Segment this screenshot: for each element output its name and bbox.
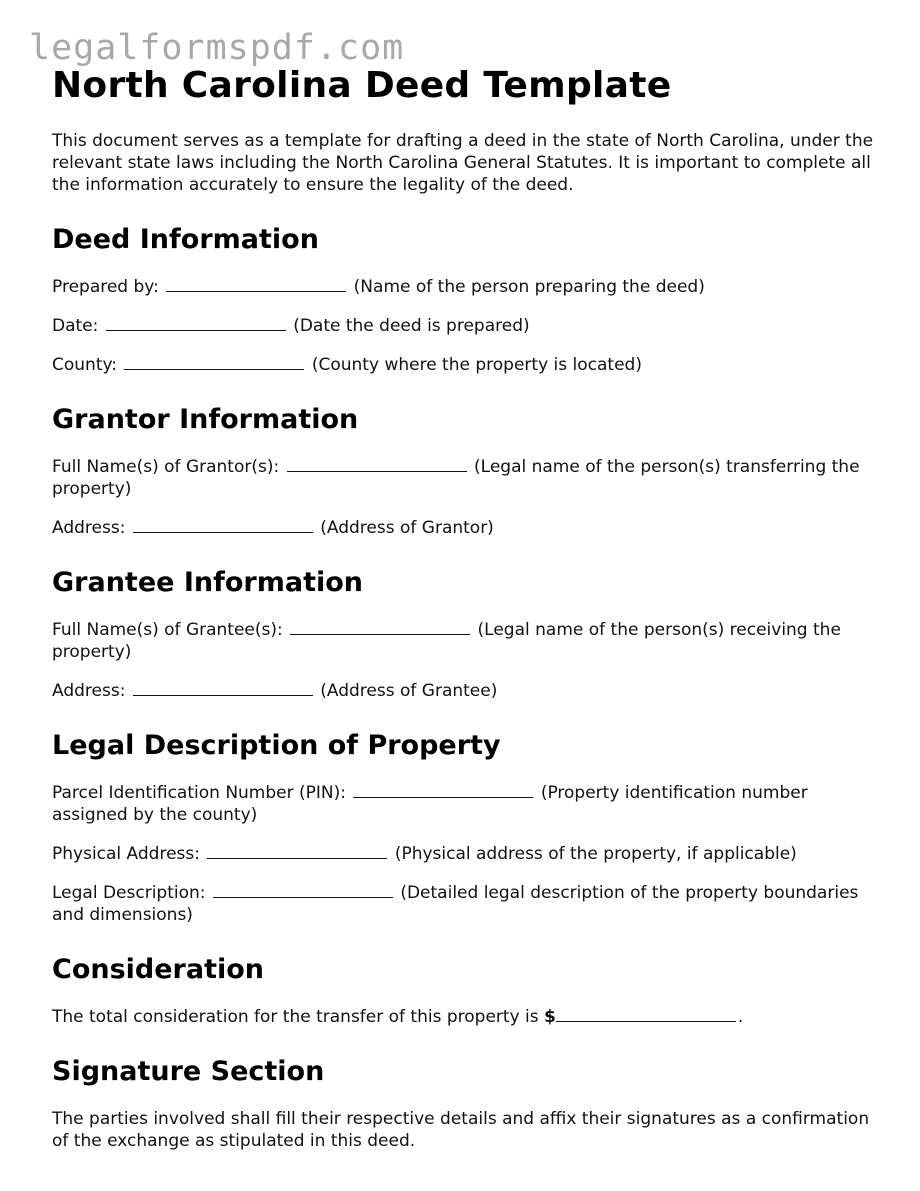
field-hint: (Detailed legal description of the property boundaries and dimensions)	[52, 883, 859, 925]
field-hint: (Legal name of the person(s) transferring the property)	[52, 457, 860, 499]
field-grantee-address	[52, 680, 882, 702]
field-label: Full Name(s) of Grantee(s):	[52, 620, 283, 640]
field-prepared-by	[52, 276, 882, 298]
field-hint: (Date the deed is prepared)	[293, 316, 530, 336]
consideration-amount-blank[interactable]	[556, 1007, 736, 1022]
field-label: Address:	[52, 518, 126, 538]
field-label: County:	[52, 355, 118, 375]
field-grantor-address	[52, 517, 882, 539]
field-hint: (Name of the person preparing the deed)	[353, 277, 705, 297]
consideration-text: The total consideration for the transfer of this property is	[52, 1007, 539, 1027]
field-label: Parcel Identification Number (PIN):	[52, 783, 346, 803]
dollar-sign: $	[544, 1007, 556, 1027]
physical-address-blank[interactable]	[207, 844, 387, 859]
page-title: North Carolina Deed Template	[52, 65, 672, 106]
field-pin	[52, 782, 882, 826]
signature-paragraph: The parties involved shall fill their respective details and affix their signatures as a confirmation of the exchange as stipulated in this deed.	[52, 1109, 870, 1151]
field-label: Physical Address:	[52, 844, 200, 864]
deed-document	[52, 62, 882, 1152]
field-label: Full Name(s) of Grantor(s):	[52, 457, 280, 477]
grantor-address-blank[interactable]	[133, 518, 313, 533]
field-hint: (Physical address of the property, if applicable)	[394, 844, 797, 864]
county-blank[interactable]	[124, 355, 304, 370]
field-label: Legal Description:	[52, 883, 206, 903]
field-consideration	[52, 1006, 882, 1028]
section-heading-legal-description: Legal Description of Property	[52, 730, 501, 761]
watermark-logo: legalformspdf.com	[29, 28, 405, 68]
section-heading-deed-information: Deed Information	[52, 224, 319, 255]
legal-description-blank[interactable]	[213, 883, 393, 898]
field-hint: (Legal name of the person(s) receiving the property)	[52, 620, 841, 662]
section-heading-consideration: Consideration	[52, 954, 265, 985]
pin-blank[interactable]	[353, 783, 533, 798]
date-blank[interactable]	[106, 316, 286, 331]
field-hint: (Address of Grantor)	[320, 518, 494, 538]
field-hint: (Address of Grantee)	[320, 681, 498, 701]
section-heading-grantee-information: Grantee Information	[52, 567, 364, 598]
intro-paragraph: This document serves as a template for drafting a deed in the state of North Carolina, under the relevant state laws including the North Carolina General Statutes. It is important to complete all the information accurately to ensure the legality of the deed.	[52, 131, 874, 195]
field-legal-description	[52, 882, 882, 926]
section-heading-grantor-information: Grantor Information	[52, 404, 359, 435]
field-physical-address	[52, 843, 882, 865]
prepared-by-blank[interactable]	[166, 277, 346, 292]
period: .	[737, 1007, 744, 1027]
grantee-address-blank[interactable]	[133, 681, 313, 696]
grantor-name-blank[interactable]	[287, 457, 467, 472]
field-label: Address:	[52, 681, 126, 701]
field-hint: (County where the property is located)	[311, 355, 642, 375]
field-hint: (Property identification number assigned by the county)	[52, 783, 808, 825]
field-label: Prepared by:	[52, 277, 159, 297]
field-county	[52, 354, 882, 376]
section-heading-signature: Signature Section	[52, 1056, 325, 1087]
field-label: Date:	[52, 316, 99, 336]
grantee-name-blank[interactable]	[290, 620, 470, 635]
field-date	[52, 315, 882, 337]
field-grantor-name	[52, 456, 882, 500]
field-grantee-name	[52, 619, 882, 663]
